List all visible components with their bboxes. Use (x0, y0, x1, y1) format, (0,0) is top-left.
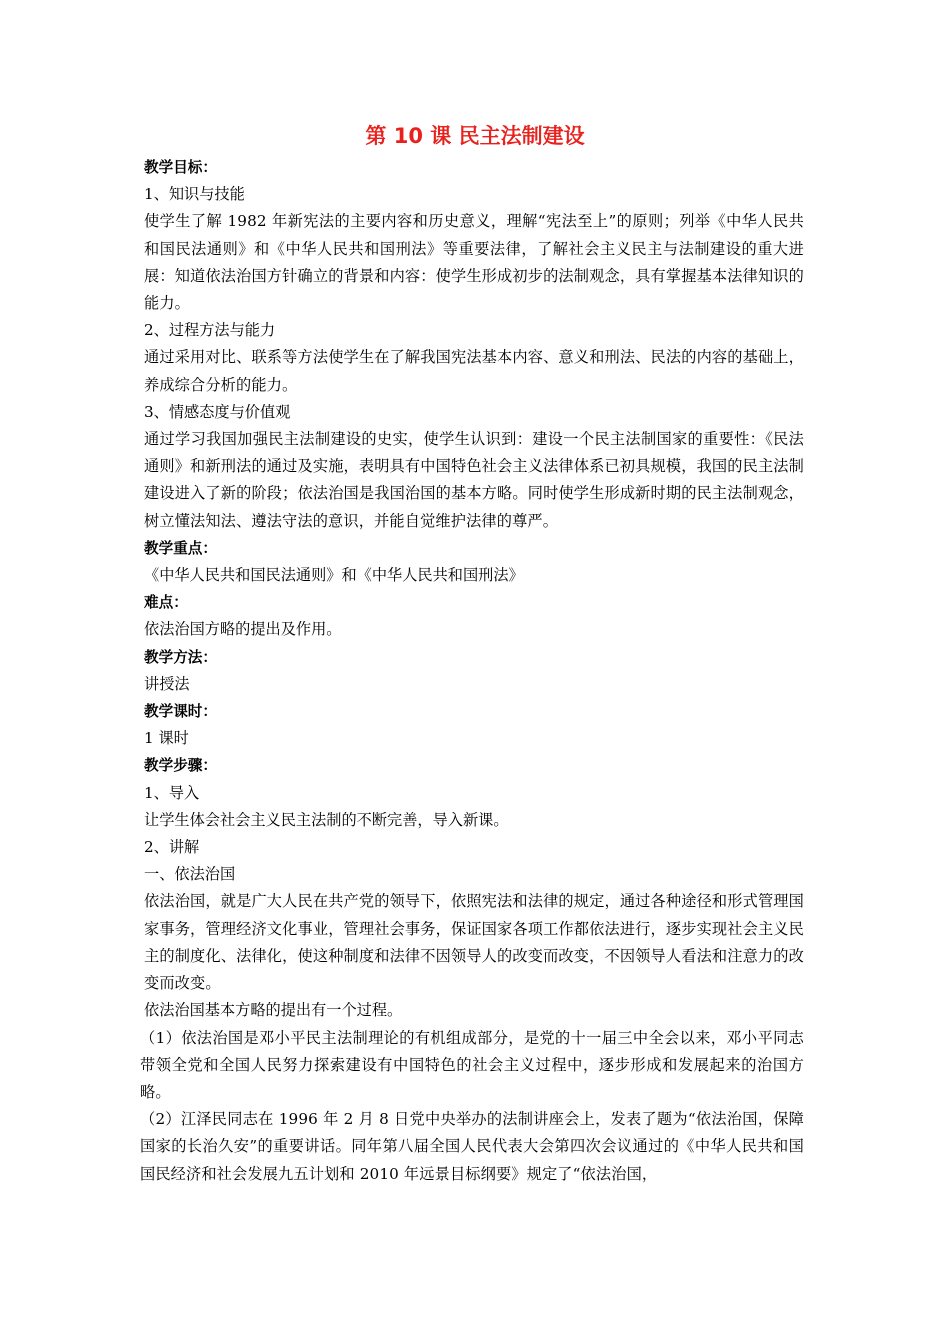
section-heading-key-points: 教学重点： (144, 539, 217, 557)
section-heading-hours: 教学课时： (144, 703, 217, 721)
section-heading-method: 教学方法： (144, 648, 217, 666)
section-heading-objectives: 教学目标： (144, 159, 217, 176)
paragraph-intro: 让学生体会社会主义民主法制的不断完善，导入新课。 (144, 810, 509, 829)
paragraph-emotion: 通过学习我国加强民主法制建设的史实，使学生认识到：建设一个民主法制国家的重要性：《民法通则》和新刑法的通过及实施，表明具有中国特色社会主义法律体系已初具规模，我国的民主法制建设进入了新的阶段；依法治国是我国治国的基本方略。同时使学生形成新时期的民主法制观念，树立懂法知法、遵法守法的意识，并能自觉维护法律的尊严。 (144, 430, 804, 530)
paragraph-process: 通过采用对比、联系等方法使学生在了解我国宪法基本内容、意义和刑法、民法的内容的基础上，养成综合分析的能力。 (144, 348, 804, 394)
list-item-1: （1）依法治国是邓小平民主法制理论的有机组成部分，是党的十一届三中全会以来，邓小平同志带领全党和全国人民努力探索建设有中国特色的社会主义过程中，逐步形成和发展起来的治国方略。 (140, 1028, 804, 1101)
section-heading-steps: 教学步骤： (144, 757, 217, 775)
subheading-knowledge: 1、知识与技能 (144, 185, 245, 204)
subheading-emotion: 3、情感态度与价值观 (144, 402, 291, 421)
paragraph-rule-of-law: 依法治国，就是广大人民在共产党的领导下，依照宪法和法律的规定，通过各种途径和形式管理国家事务，管理经济文化事业，管理社会事务，保证国家各项工作都依法进行，逐步实现社会主义民主的制度化、法律化，使这种制度和法律不因领导人的改变而改变，不因领导人看法和注意力的改变而改变。 (144, 892, 804, 993)
section-heading-difficulty: 难点： (144, 594, 188, 612)
subheading-intro: 1、导入 (144, 783, 200, 802)
paragraph-method: 讲授法 (144, 674, 190, 693)
list-item-2: （2）江泽民同志在 1996 年 2 月 8 日党中央举办的法制讲座会上，发表了题为“依法治国，保障国家的长治久安”的重要讲话。同年第八届全国人民代表大会第四次会议通过的《中华人民共和国国民经济和社会发展九五计划和 2010 年远景目标纲要》规定了“依法治国， (140, 1110, 804, 1183)
page-title: 第 10 课 民主法制建设 (365, 124, 585, 148)
subheading-rule-of-law: 一、依法治国 (144, 865, 236, 884)
paragraph-process-note: 依法治国基本方略的提出有一个过程。 (144, 1001, 403, 1020)
subheading-process: 2、过程方法与能力 (144, 321, 276, 340)
paragraph-hours: 1 课时 (144, 729, 189, 748)
subheading-lecture: 2、讲解 (144, 838, 200, 857)
paragraph-difficulty: 依法治国方略的提出及作用。 (144, 620, 342, 639)
document-body (140, 154, 804, 1188)
paragraph-knowledge: 使学生了解 1982 年新宪法的主要内容和历史意义，理解“宪法至上”的原则；列举《中华人民共和国民法通则》和《中华人民共和国刑法》等重要法律，了解社会主义民主与法制建设的重大进展：知道依法治国方针确立的背景和内容：使学生形成初步的法制观念，具有掌握基本法律知识的能力。 (144, 212, 804, 313)
paragraph-key-points: 《中华人民共和国民法通则》和《中华人民共和国刑法》 (144, 566, 524, 585)
